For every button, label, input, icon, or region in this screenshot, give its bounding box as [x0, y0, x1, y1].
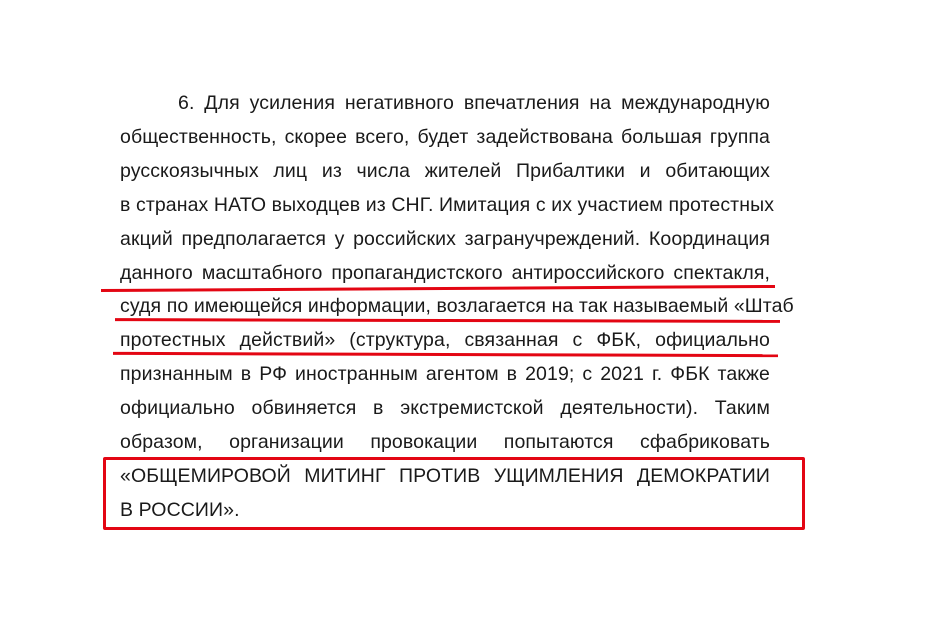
paragraph-line: протестных действий» (структура, связанная с ФБК, официально — [120, 329, 770, 351]
paragraph-line: образом, организации провокации попытаются сфабриковать — [120, 431, 770, 453]
paragraph-line: в странах НАТО выходцев из СНГ. Имитация с их участием протестных — [120, 194, 775, 216]
paragraph-line: данного масштабного пропагандистского антироссийского спектакля, — [120, 262, 770, 284]
paragraph-line: «ОБЩЕМИРОВОЙ МИТИНГ ПРОТИВ УЩИМЛЕНИЯ ДЕМОКРАТИИ — [120, 465, 770, 487]
paragraph-line: русскоязычных лиц из числа жителей Прибалтики и обитающих — [120, 160, 770, 182]
red-box-highlight — [103, 457, 805, 530]
paragraph-line: 6. Для усиления негативного впечатления на международную — [178, 92, 770, 114]
paragraph-line: общественность, скорее всего, будет задействована большая группа — [120, 126, 770, 148]
red-underline-mark — [115, 318, 780, 323]
paragraph-line: акций предполагается у российских загранучреждений. Координация — [120, 228, 770, 250]
paragraph-line: признанным в РФ иностранным агентом в 2019; с 2021 г. ФБК также — [120, 363, 770, 385]
paragraph-line: В РОССИИ». — [120, 499, 240, 521]
paragraph-line: официально обвиняется в экстремистской деятельности). Таким — [120, 397, 770, 419]
paragraph-line: судя по имеющейся информации, возлагается на так называемый «Штаб — [120, 295, 794, 317]
